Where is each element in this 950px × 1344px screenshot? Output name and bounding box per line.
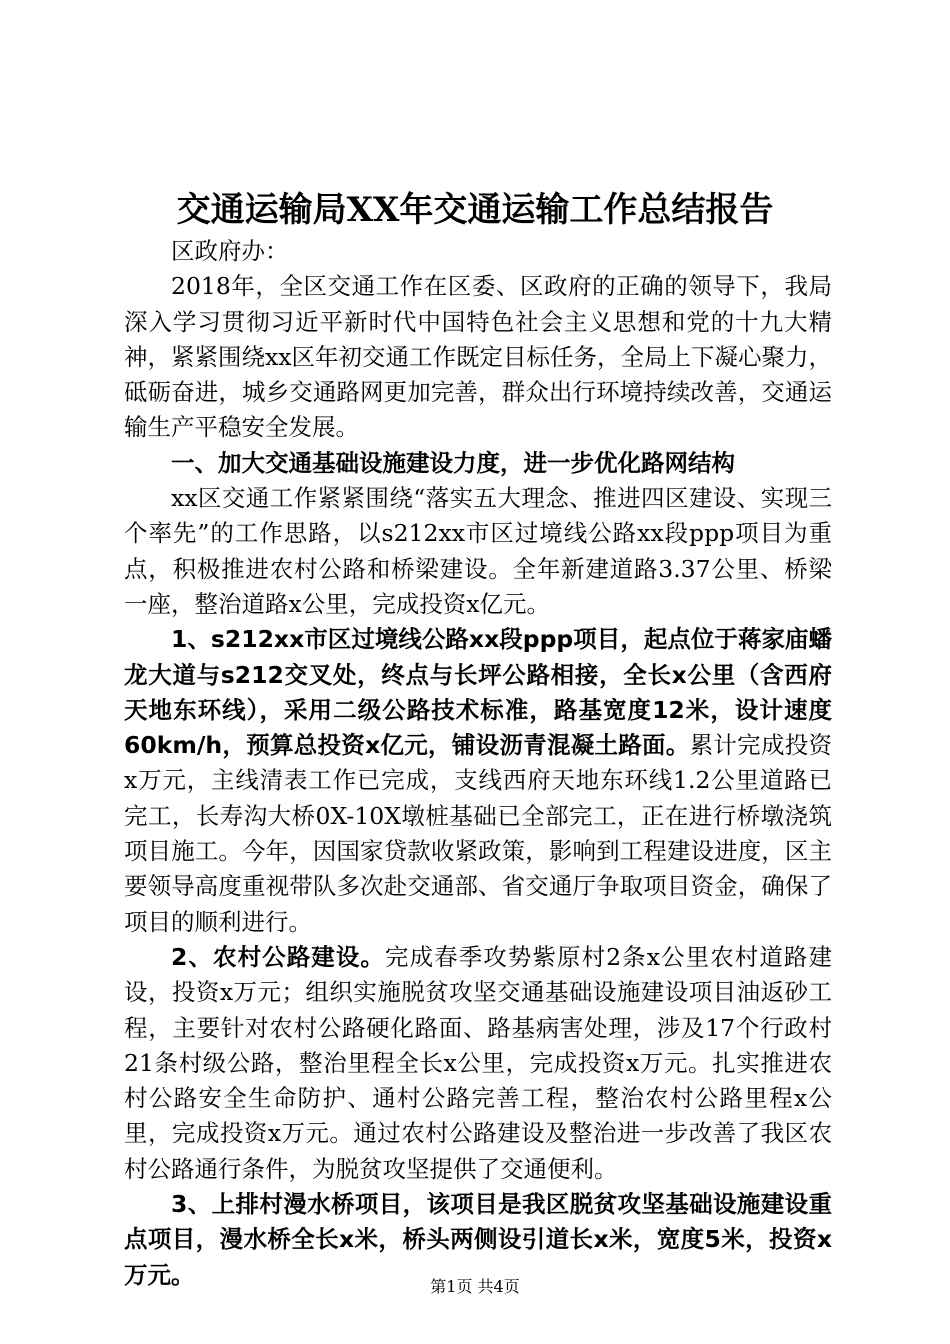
- salutation: 区政府办：: [171, 237, 289, 265]
- section-heading: 一、加大交通基础设施建设力度，进一步优化路网结构: [171, 448, 735, 477]
- item-1-text: 累计完成投资x万元，主线清表工作已完成，支线西府天地东环线1.2公里道路已完工，长寿沟大桥0X-10X墩桩基础已全部完工，正在进行桥墩浇筑项目施工。今年，因国家贷款收紧政策，影响到工程建设进度，区主要领导高度重视带队多次赴交通部、省交通厅争取项目资金，确保了项目的顺利进行。: [124, 731, 832, 936]
- intro-paragraph: 2018年，全区交通工作在区委、区政府的正确的领导下，我局深入学习贯彻习近平新时代中国特色社会主义思想和党的十九大精神，紧紧围绕xx区年初交通工作既定目标任务，全局上下凝心聚力，砥砺奋进，城乡交通路网更加完善，群众出行环境持续改善，交通运输生产平稳安全发展。: [124, 272, 833, 442]
- item-3-paragraph: 3、上排村漫水桥项目，该项目是我区脱贫攻坚基础设施建设重点项目，漫水桥全长x米，桥头两侧设引道长x米，宽度5米，投资x万元。: [124, 1190, 832, 1289]
- section-paragraph: xx区交通工作紧紧围绕“落实五大理念、推进四区建设、实现三个率先”的工作思路，以s212xx市区过境线公路xx段ppp项目为重点，积极推进农村公路和桥梁建设。全年新建道路3.37公里、桥梁一座，整治道路x公里，完成投资x亿元。: [124, 484, 832, 618]
- item-2-lead: 2、农村公路建设。: [171, 942, 385, 971]
- item-2-paragraph: [124, 940, 832, 1187]
- item-1-lead: 1、s212xx市区过境线公路xx段ppp项目，起点位于蒋家庙蟠龙大道与s212交叉处，终点与长坪公路相接，全长x公里（含西府天地东环线），采用二级公路技术标准，路基宽度12米，设计速度60km/h，预算总投资x亿元，铺设沥青混凝土路面。: [124, 625, 832, 760]
- item-1-paragraph: [124, 622, 832, 940]
- document-body: [124, 234, 832, 1293]
- document-title: 交通运输局XX年交通运输工作总结报告: [176, 190, 774, 230]
- page-number: 第1页 共4页: [430, 1277, 520, 1296]
- item-2-text: 完成春季攻势紫原村2条x公里农村道路建设，投资x万元；组织实施脱贫攻坚交通基础设施建设项目油返砂工程，主要针对农村公路硬化路面、路基病害处理，涉及17个行政村21条村级公路，整治里程全长x公里，完成投资x万元。扎实推进农村公路安全生命防护、通村公路完善工程，整治农村公路里程x公里，完成投资x万元。通过农村公路建设及整治进一步改善了我区农村公路通行条件，为脱贫攻坚提供了交通便利。: [124, 942, 832, 1183]
